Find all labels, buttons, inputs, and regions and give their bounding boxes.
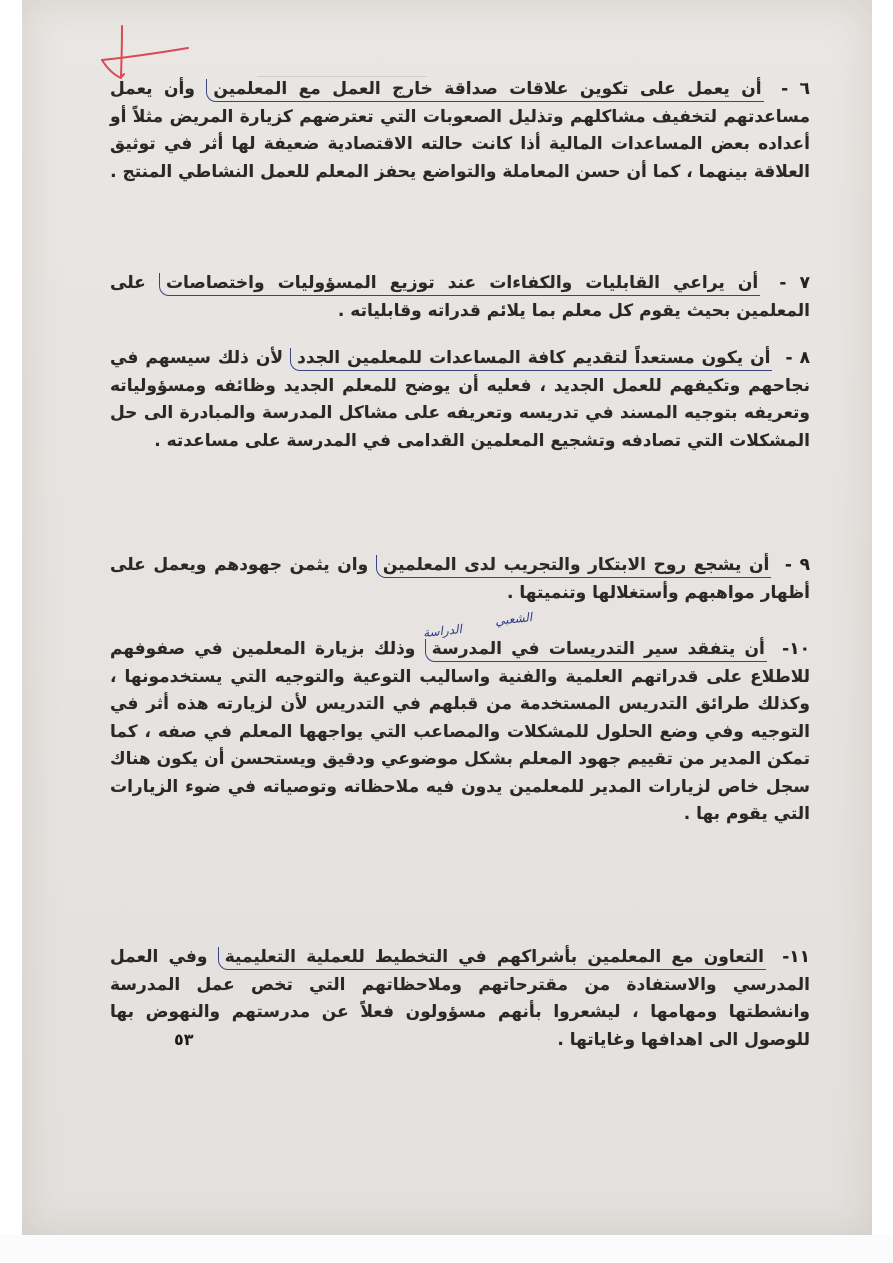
- underlined-phrase: أن يشجع روح الابتكار والتجريب لدى المعلمين: [376, 555, 772, 578]
- item-text: وأن يعمل مساعدتهم لتخفيف مشاكلهم وتذليل الصعوبات التي تعترضهم كزيارة المريض مثلاً أو أعداده بعض المساعدات المالية أذا كانت حالته الاقتصادية ضعيفة لها أثر في توثيق العلاقة بينهما ، كما أن حسن المعاملة والتواضع يحفز المعلم للعمل النشاطي المنتج .: [110, 79, 810, 182]
- list-item-6: [110, 76, 810, 186]
- list-item-8: [110, 345, 810, 455]
- bottom-margin: [0, 1235, 893, 1263]
- list-item-11: [110, 944, 810, 1054]
- item-number: ٩ -: [784, 555, 810, 575]
- item-text: على المعلمين بحيث يقوم كل معلم بما يلائم قدراته وقابلياته .: [110, 273, 810, 321]
- page-number: ٥٣: [174, 1030, 194, 1049]
- list-item-10: [110, 636, 810, 829]
- list-item-9: [110, 552, 810, 607]
- item-number: ٦ -: [781, 79, 810, 99]
- underlined-phrase: التعاون مع المعلمين بأشراكهم في التخطيط للعملية التعليمية: [218, 947, 766, 970]
- item-number: ٨ -: [785, 348, 811, 368]
- item-text: لأن ذلك سيسهم في نجاحهم وتكيفهم للعمل الجديد ، فعليه أن يوضح للمعلم الجديد وظائفه ومسؤولياته وتعريفه بتوجيه المسند في تدريسه وتعريفه على مشاكل المدرسة والمبادرة الى حل المشكلات التي تصادفه وتشجيع المعلمين القدامى في المدرسة على مساعدته .: [110, 348, 810, 451]
- item-number: ١١-: [782, 947, 811, 967]
- underlined-phrase: أن يتفقد سير التدريسات في المدرسة: [425, 639, 767, 662]
- scanned-page: [22, 0, 872, 1235]
- underlined-phrase: أن يكون مستعداً لتقديم كافة المساعدات للمعلمين الجدد: [290, 348, 772, 371]
- item-number: ٧ -: [779, 273, 810, 293]
- underlined-phrase: أن يراعي القابليات والكفاءات عند توزيع المسؤوليات واختصاصات: [159, 273, 760, 296]
- item-number: ١٠-: [782, 639, 810, 659]
- item-text: وفي العمل المدرسي والاستفادة من مقترحاتهم وملاحظاتهم التي تخص عمل المدرسة وانشطتها ومهامها ، ليشعروا بأنهم مسؤولون فعلاً عن مدرستهم والنهوض بها للوصول الى اهدافها وغاياتها .: [110, 947, 810, 1050]
- item-text: وذلك بزيارة المعلمين في صفوفهم للاطلاع على قدراتهم العلمية والفنية واساليب التوعية والتوجيه التي يستخدمونها ، وكذلك طرائق التدريس المستخدمة من قبلهم في التدريس لأن لزيارته هذه أثر في التوجيه وفي وضع الحلول للمشكلات والمصاعب التي يواجهها المعلم في صفه ، كما تمكن المدير من تقييم جهود المعلم بشكل موضوعي ودقيق ويستحسن أن يكون هناك سجل خاص لزيارات المدير للمعلمين يدون فيه ملاحظاته وتوصياته في ضوء الزيارات التي يقوم بها .: [110, 639, 810, 824]
- item-text: وان يثمن جهودهم ويعمل على أظهار مواهبهم وأستغلالها وتنميتها .: [110, 555, 810, 603]
- underlined-phrase: أن يعمل على تكوين علاقات صداقة خارج العمل مع المعلمين: [206, 79, 763, 102]
- list-item-7: [110, 270, 810, 325]
- handwritten-note: الشعبي: [494, 610, 533, 628]
- handwritten-note: الدراسة: [422, 622, 463, 640]
